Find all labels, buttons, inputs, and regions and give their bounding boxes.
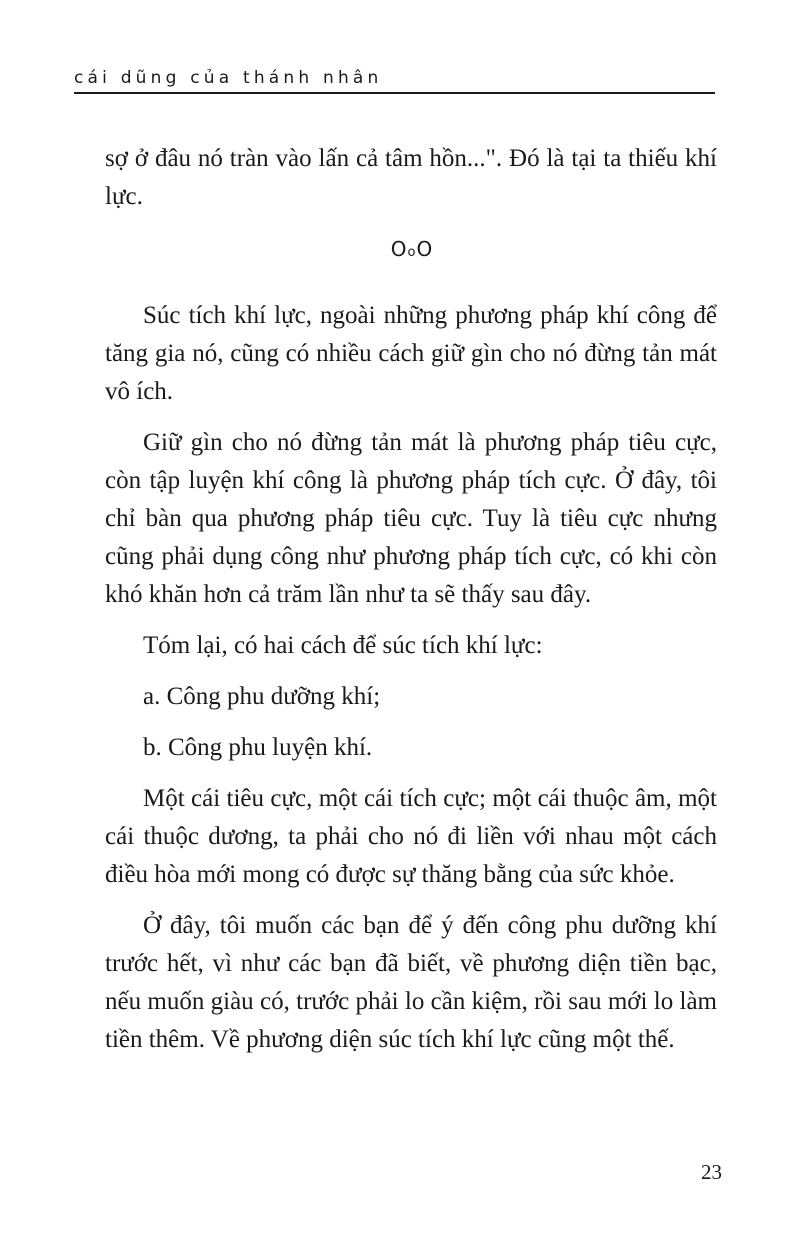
ornament-circle-right: O <box>416 237 434 261</box>
list-item: b. Công phu luyện khí. <box>143 734 373 761</box>
page-body <box>105 140 717 1072</box>
ornament-circle-middle: o <box>407 245 417 260</box>
paragraph: Giữ gìn cho nó đừng tản mát là phương pháp tiêu cực, còn tập luyện khí công là phương pháp tích cực. Ở đây, tôi chỉ bàn qua phương pháp tiêu cực. Tuy là tiêu cực nhưng cũng phải dụng công như phương pháp tích cực, có khi còn khó khăn hơn cả trăm lần như ta sẽ thấy sau đây. <box>105 429 717 608</box>
ornament-circle-left: O <box>390 237 408 261</box>
running-header-title: cái dũng của thánh nhân <box>74 68 383 88</box>
list-item: a. Công phu dưỡng khí; <box>143 683 381 710</box>
paragraph: Súc tích khí lực, ngoài những phương pháp khí công để tăng gia nó, cũng có nhiều cách giữ gìn cho nó đừng tản mát vô ích. <box>105 302 717 405</box>
continued-paragraph: sợ ở đâu nó tràn vào lấn cả tâm hồn...". Đó là tại ta thiếu khí lực. <box>105 145 717 210</box>
page-number: 23 <box>701 1160 722 1184</box>
paragraph: Ở đây, tôi muốn các bạn để ý đến công phu dưỡng khí trước hết, vì như các bạn đã biết, về phương diện tiền bạc, nếu muốn giàu có, trước phải lo cần kiệm, rồi sau mới lo làm tiền thêm. Về phương diện súc tích khí lực cũng một thế. <box>105 912 717 1053</box>
paragraph: Một cái tiêu cực, một cái tích cực; một cái thuộc âm, một cái thuộc dương, ta phải cho nó đi liền với nhau một cách điều hòa mới mong có được sự thăng bằng của sức khỏe. <box>105 785 717 888</box>
running-header <box>74 60 715 94</box>
section-break-ornament <box>105 229 717 273</box>
paragraph: Tóm lại, có hai cách để súc tích khí lực: <box>143 632 543 659</box>
